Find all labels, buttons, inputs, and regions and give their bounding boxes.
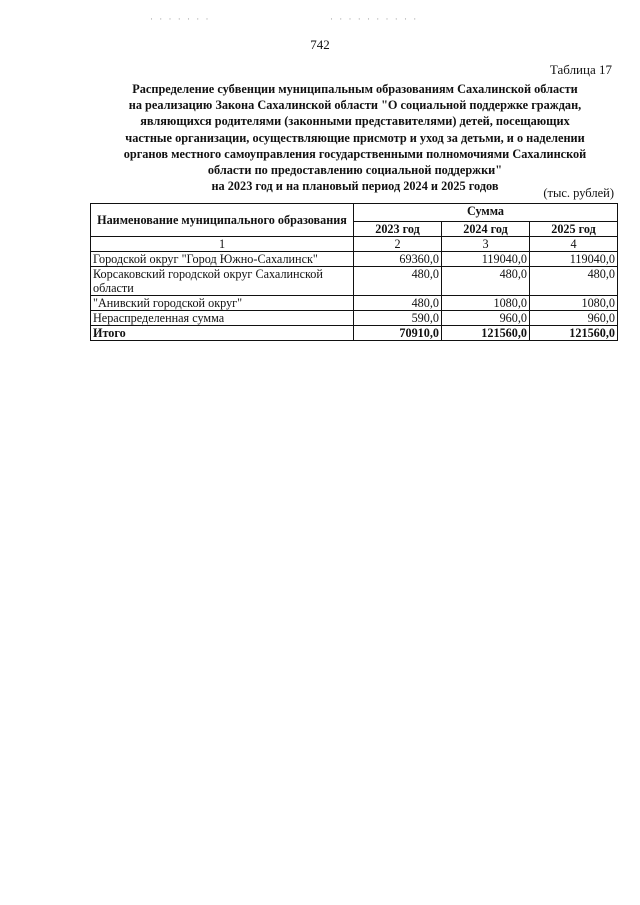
table-row xyxy=(91,267,618,296)
total-2023: 70910,0 xyxy=(354,326,442,341)
amount-2023: 480,0 xyxy=(354,267,442,296)
total-2025: 121560,0 xyxy=(530,326,618,341)
header-sum: Сумма xyxy=(354,204,618,222)
amount-2023: 480,0 xyxy=(354,296,442,311)
title-line: области по предоставлению социальной поддержки" xyxy=(207,163,503,178)
page-number: 742 xyxy=(310,37,330,52)
amount-2025: 480,0 xyxy=(530,267,618,296)
document-title xyxy=(95,81,615,194)
amount-2023: 69360,0 xyxy=(354,252,442,267)
amount-2025: 1080,0 xyxy=(530,296,618,311)
amount-2023: 590,0 xyxy=(354,311,442,326)
amount-2025: 960,0 xyxy=(530,311,618,326)
title-line: органов местного самоуправления государственными полномочиями Сахалинской xyxy=(123,146,587,161)
title-line: являющихся родителями (законными представителями) детей, посещающих xyxy=(140,114,570,129)
table-header-row xyxy=(91,204,618,222)
amount-2024: 960,0 xyxy=(442,311,530,326)
total-label: Итого xyxy=(91,326,354,341)
scan-artifact: · · · · · · · xyxy=(150,14,211,24)
header-year-2025: 2025 год xyxy=(530,221,618,236)
total-row xyxy=(91,326,618,341)
amount-2024: 480,0 xyxy=(442,267,530,296)
title-line: на реализацию Закона Сахалинской области "О социальной поддержке граждан, xyxy=(128,98,582,113)
column-index-row xyxy=(91,237,618,252)
column-index: 4 xyxy=(530,237,618,252)
table-row xyxy=(91,252,618,267)
header-name: Наименование муниципального образования xyxy=(91,204,354,237)
units-label: (тыс. рублей) xyxy=(543,186,614,200)
municipality-name: Корсаковский городской округ Сахалинской области xyxy=(91,267,354,296)
header-year-2023: 2023 год xyxy=(354,221,442,236)
municipality-name: Городской округ "Город Южно-Сахалинск" xyxy=(91,252,354,267)
header-year-2024: 2024 год xyxy=(442,221,530,236)
table-row xyxy=(91,296,618,311)
title-line: Распределение субвенции муниципальным образованиям Сахалинской области xyxy=(132,82,578,96)
municipality-name: Нераспределенная сумма xyxy=(91,311,354,326)
municipality-name: "Анивский городской округ" xyxy=(91,296,354,311)
amount-2024: 119040,0 xyxy=(442,252,530,267)
title-line: частные организации, осуществляющие присмотр и уход за детьми, и о наделении xyxy=(125,130,585,145)
column-index: 2 xyxy=(354,237,442,252)
subvention-table xyxy=(90,203,618,341)
title-line: на 2023 год и на плановый период 2024 и 2025 годов xyxy=(211,179,499,194)
scan-artifact: · · · · · · · · · · xyxy=(330,14,419,24)
table-row xyxy=(91,311,618,326)
column-index: 1 xyxy=(91,237,354,252)
total-2024: 121560,0 xyxy=(442,326,530,341)
column-index: 3 xyxy=(442,237,530,252)
amount-2024: 1080,0 xyxy=(442,296,530,311)
table-label: Таблица 17 xyxy=(549,62,612,77)
amount-2025: 119040,0 xyxy=(530,252,618,267)
